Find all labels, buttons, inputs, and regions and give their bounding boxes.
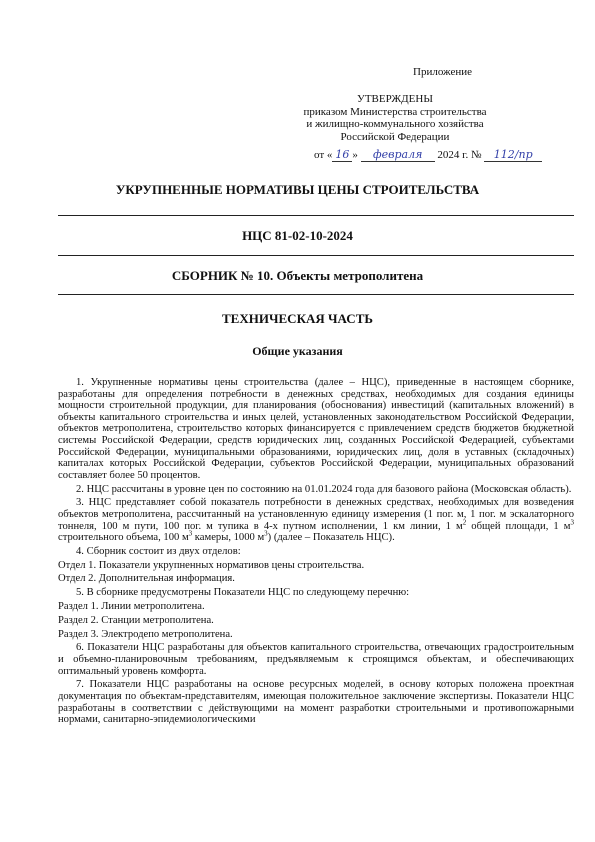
paragraph-1: 1. Укрупненные нормативы цены строительства (далее – НЦС), приведенные в настоящем сборнике, разработаны для определения потребности в денежных средствах, необходимых для создания единицы мощности строительной продукции, для планирования (обоснования) инвестиций (капитальных вложений) в объекты капитального строительства и иных целей, установленных законодательством Российской Федерации, объектов метрополитена, строительство которых финансируется с привлечением средств бюджетов бюджетной системы Российской Федерации, средств юридических лиц, созданных Российской Федерацией, субъектами Российской Федерации, муниципальными образованиями, юридических лиц, доля в уставных (складочных) капиталах которых Российской Федерации, субъектов Российской Федерации, муниципальных образований составляет более 50 процентов. bbox=[58, 377, 574, 481]
date-mid: » bbox=[352, 149, 358, 161]
section-title: Общие указания bbox=[252, 344, 343, 358]
order-line: приказом Министерства строительства bbox=[303, 105, 487, 118]
order-date-line bbox=[314, 148, 542, 162]
paragraph-2: 2. НЦС рассчитаны в уровне цен по состоянию на 01.01.2024 года для базового района (Московская область). bbox=[76, 483, 572, 495]
divider bbox=[58, 215, 574, 216]
collection-title: СБОРНИК № 10. Объекты метрополитена bbox=[171, 268, 424, 283]
paragraph-7: 7. Показатели НЦС разработаны на основе ресурсных моделей, в основу которых положена проектная документация по объектам-представителям, имеющая положительное заключение экспертизы. Показатели НЦС разработаны в соответствии с действующими на момент разработки строительными и противопожарными нормами, санитарно-эпидемиологическими bbox=[58, 679, 574, 726]
list-item: Отдел 2. Дополнительная информация. bbox=[58, 573, 235, 585]
paragraph-5: 5. В сборнике предусмотрены Показатели НЦС по следующему перечню: bbox=[76, 587, 410, 599]
date-month: февраля bbox=[361, 148, 435, 162]
divider bbox=[58, 255, 574, 256]
paragraph-4: 4. Сборник состоит из двух отделов: bbox=[76, 545, 241, 557]
date-day: 16 bbox=[332, 148, 352, 162]
order-number: 112/пр bbox=[484, 148, 542, 162]
body-text bbox=[58, 377, 574, 728]
approved-heading: УТВЕРЖДЕНЫ bbox=[357, 93, 433, 105]
list-item: Раздел 3. Электродепо метрополитена. bbox=[58, 628, 233, 640]
document-code: НЦС 81-02-10-2024 bbox=[242, 228, 353, 243]
date-year: 2024 г. № bbox=[437, 149, 482, 161]
order-line: и жилищно-коммунального хозяйства bbox=[306, 118, 484, 130]
list-item: Раздел 1. Линии метрополитена. bbox=[58, 601, 205, 612]
part-title: ТЕХНИЧЕСКАЯ ЧАСТЬ bbox=[222, 311, 373, 326]
document-title: УКРУПНЕННЫЕ НОРМАТИВЫ ЦЕНЫ СТРОИТЕЛЬСТВА bbox=[115, 182, 480, 197]
order-line: Российской Федерации bbox=[340, 130, 450, 143]
divider bbox=[58, 294, 574, 295]
paragraph-3: 3. НЦС представляет собой показатель потребности в денежных средствах, необходимых для возведения объектов метрополитена, рассчитанный на установленную единицу измерения (1 пог. м, 1 пог. м эскалаторного тоннеля, 100 м пути, 100 пог. м тупика в 4-х путном исполнении, 1 км линии, 1 $м^2$ общей площади, 1 $м^3$ строительного объема, 100 $м^3$ камеры, 1000 $м^3$) (далее – Показатель НЦС). bbox=[58, 497, 574, 544]
list-item: Отдел 1. Показатели укрупненных нормативов цены строительства. bbox=[58, 559, 365, 571]
paragraph-6: 6. Показатели НЦС разработаны для объектов капитального строительства, отвечающих градостроительным и объемно-планировочным требованиям, предъявляемым к строящимся объектам, и обеспечивающих оптимальный уровень комфорта. bbox=[58, 642, 574, 677]
approval-block bbox=[300, 93, 490, 143]
date-prefix: от « bbox=[314, 149, 333, 161]
appendix-label: Приложение bbox=[413, 66, 473, 78]
list-item: Раздел 2. Станции метрополитена. bbox=[58, 614, 214, 626]
